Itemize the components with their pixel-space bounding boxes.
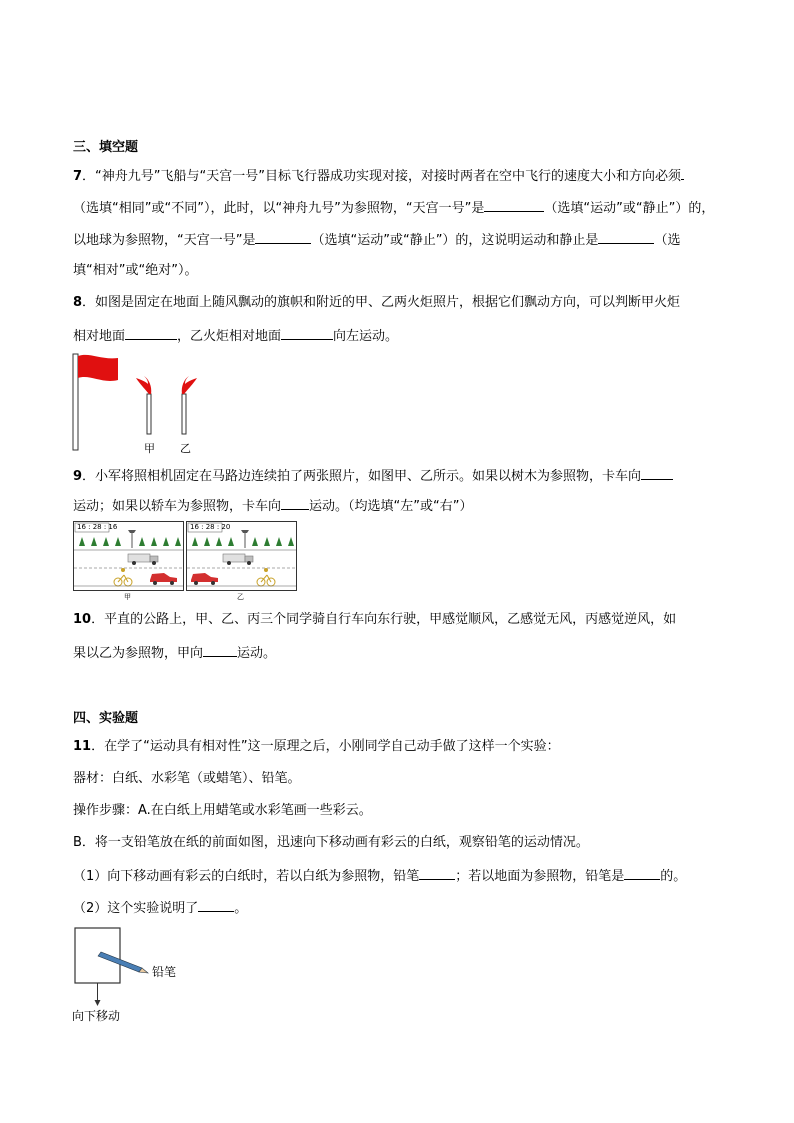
q9-text1: ．小军将照相机固定在马路边连续拍了两张照片，如图甲、乙所示。如果以树木为参照物，卡车向 <box>82 469 642 484</box>
q11-blank3[interactable] <box>198 899 234 912</box>
timestamp-yi: 16 : 28 : 20 <box>190 523 231 531</box>
q11-text1: ．在学了“运动具有相对性”这一原理之后，小刚同学自己动手做了这样一个实验： <box>91 739 560 754</box>
q8-text2a: 相对地面 <box>73 329 126 344</box>
q8-text2b: ，乙火炬相对地面 <box>177 329 282 344</box>
q11-blank2[interactable] <box>624 867 660 880</box>
q8-blank1[interactable] <box>125 327 177 340</box>
q7-blank4[interactable] <box>598 231 654 244</box>
photo-yi-label: 乙 <box>237 593 244 601</box>
section-heading-experiment: 四、实验题 <box>73 711 139 726</box>
q7-text3b: （选填“运动”或“静止”）的，这说明运动和静止是 <box>311 233 599 248</box>
q11-line5 <box>73 867 686 885</box>
torch-jia-label: 甲 <box>144 442 155 455</box>
tree-row-icon <box>79 537 181 546</box>
q10-blank1[interactable] <box>203 644 237 657</box>
q9-blank1[interactable] <box>641 467 673 480</box>
q11-number: 11 <box>73 739 92 754</box>
q7-text2b: （选填“运动”或“静止”）的， <box>544 201 715 216</box>
tree-row-icon <box>192 537 294 546</box>
q10-text2b: 运动。 <box>237 646 277 661</box>
street-scene-jia <box>74 522 183 590</box>
q8-text2c: 向左运动。 <box>333 329 399 344</box>
q7-line1 <box>73 167 684 185</box>
car-icon <box>191 573 218 585</box>
section-heading-fill-blank: 三、填空题 <box>73 140 139 155</box>
q11-line6 <box>73 899 247 917</box>
q7-blank3[interactable] <box>255 231 311 244</box>
flag-icon <box>73 354 118 450</box>
q9-number: 9 <box>73 469 83 484</box>
q11-line4: B．将一支铅笔放在纸的前面如图，迅速向下移动画有彩云的白纸，观察铅笔的运动情况。 <box>73 835 589 850</box>
q11-line1 <box>73 739 560 755</box>
car-icon <box>150 573 177 585</box>
q10-line1 <box>73 612 676 628</box>
q7-line3 <box>73 231 680 249</box>
q7-line4: 填“相对”或“绝对”）。 <box>73 263 198 278</box>
q7-text3a: 以地球为参照物，“天宫一号”是 <box>73 233 256 248</box>
q7-text3c: （选 <box>654 233 681 248</box>
q9-text2a: 运动；如果以轿车为参照物，卡车向 <box>73 499 282 514</box>
q7-blank1[interactable] <box>681 167 684 180</box>
q7-line2 <box>73 199 714 217</box>
q11-text5a: （1）向下移动画有彩云的白纸时，若以白纸为参照物，铅笔 <box>73 869 420 884</box>
street-lamp-icon <box>128 530 136 548</box>
q11-line3: 操作步骤：A.在白纸上用蜡笔或水彩笔画一些彩云。 <box>73 803 372 818</box>
pencil-label: 铅笔 <box>152 965 177 979</box>
q9-blank2[interactable] <box>281 497 309 510</box>
q7-text2a: （选填“相同”或“不同”），此时，以“神舟九号”为参照物，“天宫一号”是 <box>73 201 485 216</box>
q10-text1: ．平直的公路上，甲、乙、丙三个同学骑自行车向东行驶，甲感觉顺风，乙感觉无风，丙感觉逆风，如 <box>91 612 677 627</box>
truck-icon <box>128 554 158 565</box>
bicycle-icon <box>114 568 132 586</box>
white-paper <box>75 928 120 983</box>
q9-line1 <box>73 467 673 485</box>
photo-jia <box>73 521 184 591</box>
truck-icon <box>223 554 253 565</box>
q9-line2 <box>73 497 472 515</box>
bicycle-icon <box>257 568 275 586</box>
q11-text5b: ；若以地面为参照物，铅笔是 <box>455 869 625 884</box>
photo-yi <box>186 521 297 591</box>
q11-text6b: 。 <box>234 901 248 916</box>
q8-blank2[interactable] <box>281 327 333 340</box>
torch-yi-icon <box>182 376 197 434</box>
q7-blank2[interactable] <box>484 199 544 212</box>
q11-text6a: （2）这个实验说明了 <box>73 901 199 916</box>
q9-text2b: 运动。（均选填“左”或“右”） <box>309 499 473 514</box>
q11-line2: 器材：白纸、水彩笔（或蜡笔）、铅笔。 <box>73 771 301 786</box>
move-down-label: 向下移动 <box>72 1009 121 1023</box>
q11-text5c: 的。 <box>660 869 687 884</box>
q8-number: 8 <box>73 295 83 310</box>
q8-line2 <box>73 327 398 345</box>
q10-number: 10 <box>73 612 92 627</box>
torch-jia-icon <box>136 376 151 434</box>
q11-blank1[interactable] <box>419 867 455 880</box>
q7-text1: ．“神舟九号”飞船与“天宫一号”目标飞行器成功实现对接，对接时两者在空中飞行的速度大小和方向必须 <box>82 169 681 184</box>
torch-yi-label: 乙 <box>180 442 191 455</box>
q10-line2 <box>73 644 276 662</box>
q8-text1: ．如图是固定在地面上随风飘动的旗帜和附近的甲、乙两火炬照片，根据它们飘动方向，可以判断甲火炬 <box>82 295 681 310</box>
q8-line1 <box>73 295 680 311</box>
photo-jia-label: 甲 <box>124 593 131 601</box>
q7-number: 7 <box>73 169 83 184</box>
q10-text2a: 果以乙为参照物，甲向 <box>73 646 204 661</box>
street-scene-yi <box>187 522 296 590</box>
arrow-down-icon <box>95 983 101 1006</box>
street-lamp-icon <box>241 530 249 548</box>
timestamp-jia: 16 : 28 : 16 <box>77 523 118 531</box>
